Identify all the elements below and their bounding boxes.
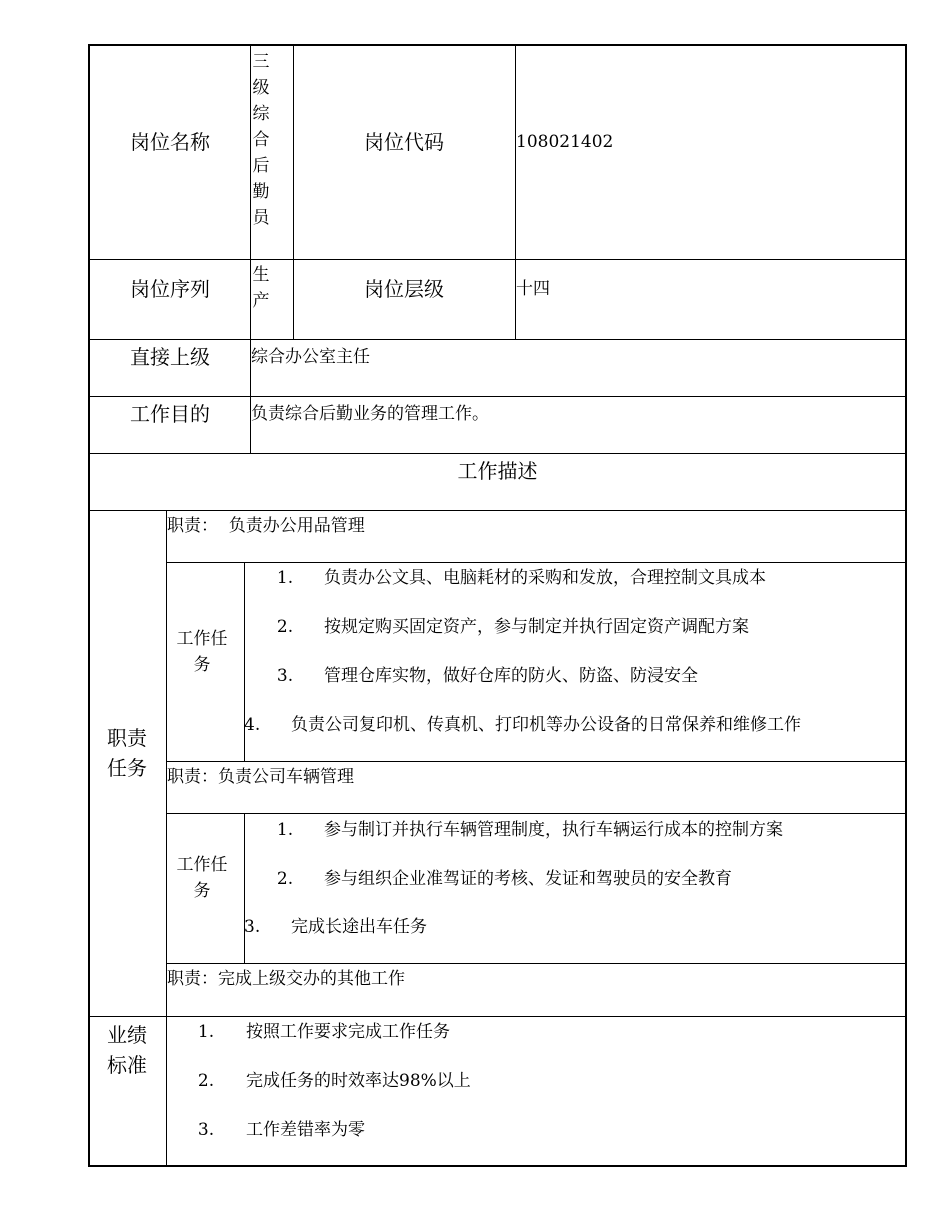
task-text: 按规定购买固定资产，参与制定并执行固定资产调配方案 — [324, 617, 749, 637]
purpose-label: 工作目的 — [130, 402, 210, 426]
duties-label: 职责任务 — [107, 726, 147, 780]
position-code-value: 108021402 — [516, 132, 614, 152]
task-text: 完成长途出车任务 — [291, 917, 427, 937]
divider — [166, 761, 907, 762]
divider — [166, 510, 167, 1167]
sequence-value: 生产 — [252, 265, 270, 311]
sequence-label: 岗位序列 — [130, 277, 210, 301]
task-text: 负责办公文具、电脑耗材的采购和发放，合理控制文具成本 — [324, 568, 766, 588]
divider — [166, 813, 907, 814]
task-number: 2. — [276, 869, 294, 889]
performance-number: 2. — [197, 1071, 215, 1091]
performance-text: 完成任务的时效率达98%以上 — [246, 1071, 471, 1091]
task-text: 负责公司复印机、传真机、打印机等办公设备的日常保养和维修工作 — [291, 715, 801, 735]
performance-text: 工作差错率为零 — [246, 1120, 365, 1140]
performance-label: 业绩标准 — [107, 1023, 147, 1077]
divider — [88, 510, 907, 511]
task-number: 1. — [276, 568, 294, 588]
section-title: 工作描述 — [457, 459, 538, 483]
position-code-label: 岗位代码 — [364, 130, 444, 154]
divider — [88, 453, 907, 454]
table-frame — [88, 44, 907, 1167]
duty-title: 职责：负责公司车辆管理 — [167, 767, 354, 787]
position-name-label: 岗位名称 — [130, 130, 210, 154]
level-value: 十四 — [516, 279, 550, 299]
task-text: 参与制订并执行车辆管理制度，执行车辆运行成本的控制方案 — [324, 820, 783, 840]
task-label: 工作任务 — [176, 629, 228, 675]
divider — [88, 259, 907, 260]
level-label: 岗位层级 — [364, 277, 444, 301]
divider — [244, 813, 245, 963]
divider — [166, 963, 907, 964]
divider — [166, 562, 907, 563]
task-number: 2. — [276, 617, 294, 637]
superior-label: 直接上级 — [130, 345, 210, 369]
performance-number: 3. — [197, 1120, 215, 1140]
task-label: 工作任务 — [176, 855, 228, 901]
duty-title: 职责： 负责办公用品管理 — [167, 516, 365, 536]
superior-value: 综合办公室主任 — [251, 347, 370, 367]
task-number: 4. — [244, 715, 261, 735]
performance-text: 按照工作要求完成工作任务 — [246, 1022, 450, 1042]
task-number: 1. — [276, 820, 294, 840]
task-number: 3. — [276, 666, 294, 686]
task-text: 参与组织企业准驾证的考核、发证和驾驶员的安全教育 — [324, 869, 732, 889]
divider — [88, 1016, 907, 1017]
divider — [88, 339, 907, 340]
divider — [88, 396, 907, 397]
duty-title: 职责：完成上级交办的其他工作 — [167, 969, 405, 989]
performance-number: 1. — [197, 1022, 215, 1042]
position-name-value: 三级综合后勤员 — [252, 52, 270, 228]
task-number: 3. — [244, 917, 261, 937]
task-text: 管理仓库实物，做好仓库的防火、防盗、防浸安全 — [324, 666, 698, 686]
purpose-value: 负责综合后勤业务的管理工作。 — [251, 404, 489, 424]
